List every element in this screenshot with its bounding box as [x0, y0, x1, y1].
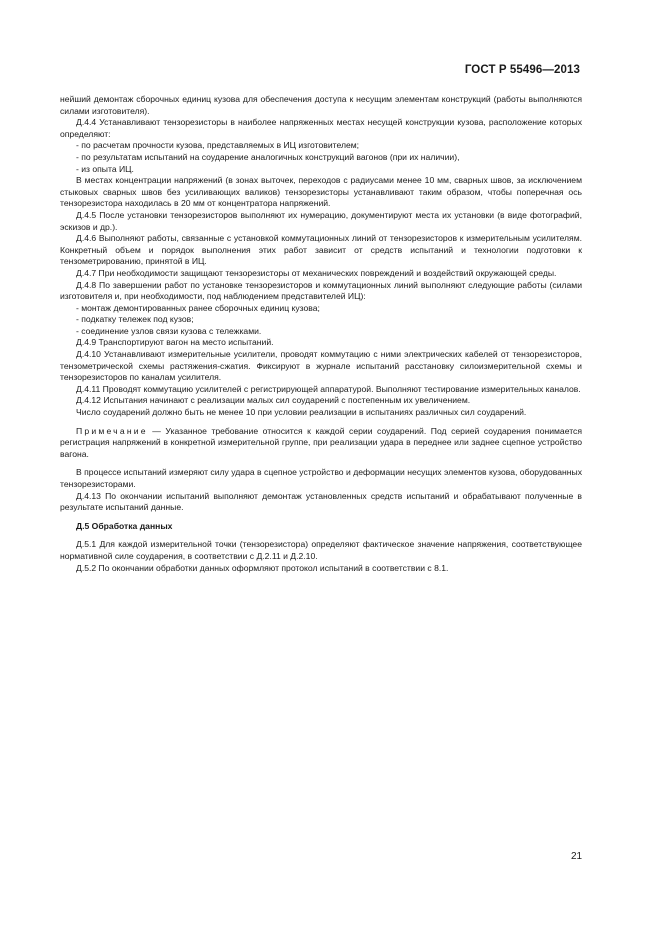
- section-heading-d-5: Д.5 Обработка данных: [76, 520, 173, 531]
- document-body: [60, 94, 582, 574]
- note-label: Примечание: [76, 425, 148, 436]
- list-item: - из опыта ИЦ.: [76, 163, 134, 174]
- clause-d-4-7: Д.4.7 При необходимости защищают тензорезисторы от механических повреждений и воздействий окружающей среды.: [76, 267, 557, 278]
- clause-d-4-8: Д.4.8 По завершении работ по установке тензорезисторов и коммутационных линий выполняют следующие работы (силами изготовителя и, при необходимости, под наблюдением представителей ИЦ):: [60, 279, 582, 302]
- clause-d-4-6: Д.4.6 Выполняют работы, связанные с установкой коммутационных линий от тензорезисторов к измерительным усилителям. Конкретный объем и порядок выполнения этих работ зависит от средств испытаний и технологии подготовки к тензометрированию, принятой в ИЦ.: [60, 233, 582, 267]
- paragraph-stress-concentration: В местах концентрации напряжений (в зонах выточек, переходов с радиусами менее 10 мм, сварных швов, за исключением стыковых сварных швов без усиливающих валиков) тензорезисторы устанавливают таким образом, чтобы поперечная ось тензорезистора находилась в 20 мм от концентратора напряжений.: [60, 175, 582, 209]
- list-item: - соединение узлов связи кузова с тележками.: [76, 325, 262, 336]
- page-number: 21: [571, 851, 583, 862]
- paragraph-impact-measurement: В процессе испытаний измеряют силу удара в сцепное устройство и деформации несущих элементов кузова, оборудованных тензорезисторами.: [60, 467, 582, 489]
- clause-d-5-1: Д.5.1 Для каждой измерительной точки (тензорезистора) определяют фактическое значение напряжения, соответствующее нормативной силе соударения, в соответствии с Д.2.11 и Д.2.10.: [60, 539, 582, 561]
- note: [60, 426, 582, 461]
- list-item: - подкатку тележек под кузов;: [76, 314, 194, 325]
- clause-d-4-5: Д.4.5 После установки тензорезисторов выполняют их нумерацию, документируют места их установки (в виде фотографий, эскизов и др.).: [60, 209, 582, 232]
- paragraph-impact-count: Число соударений должно быть не менее 10 при условии реализации в испытаниях различных сил соударений.: [76, 407, 527, 418]
- list-item: - монтаж демонтированных ранее сборочных единиц кузова;: [76, 302, 320, 313]
- clause-d-4-4: Д.4.4 Устанавливают тензорезисторы в наиболее напряженных местах несущей конструкции кузова, расположение которых определяют:: [60, 117, 582, 139]
- clause-d-4-12: Д.4.12 Испытания начинают с реализации малых сил соударений с постепенным их увеличением.: [76, 395, 471, 406]
- note-text: — Указанное требование относится к каждой серии соударений. Под серией соударения понимается регистрация напряжений в конкретной измерительной группе, при реализации удара в переднее или заднее сцепное устройство вагона.: [60, 425, 582, 459]
- clause-d-4-13: Д.4.13 По окончании испытаний выполняют демонтаж установленных средств испытаний и обрабатывают полученные в результате испытаний данные.: [60, 490, 582, 513]
- clause-d-4-11: Д.4.11 Проводят коммутацию усилителей с регистрирующей аппаратурой. Выполняют тестирование измерительных каналов.: [76, 383, 581, 394]
- list-item: - по расчетам прочности кузова, представляемых в ИЦ изготовителем;: [76, 140, 360, 151]
- list-item: - по результатам испытаний на соударение аналогичных конструкций вагонов (при их наличии),: [76, 151, 460, 162]
- clause-d-4-9: Д.4.9 Транспортируют вагон на место испытаний.: [76, 337, 274, 348]
- clause-d-4-10: Д.4.10 Устанавливают измерительные усилители, проводят коммутацию с ними электрических кабелей от тензорезисторов, тензометрической схемы растяжения-сжатия. Фиксируют в журнале испытаний расстановку силоизмерительной схемы и тензорезисторов по каналам усилителя.: [60, 349, 582, 383]
- document-code-header: ГОСТ Р 55496—2013: [464, 64, 580, 76]
- clause-d-5-2: Д.5.2 По окончании обработки данных оформляют протокол испытаний в соответствии с 8.1.: [76, 562, 449, 573]
- paragraph-continuation: нейший демонтаж сборочных единиц кузова для обеспечения доступа к несущим элементам конструкций (работы выполняются силами изготовителя).: [60, 94, 582, 116]
